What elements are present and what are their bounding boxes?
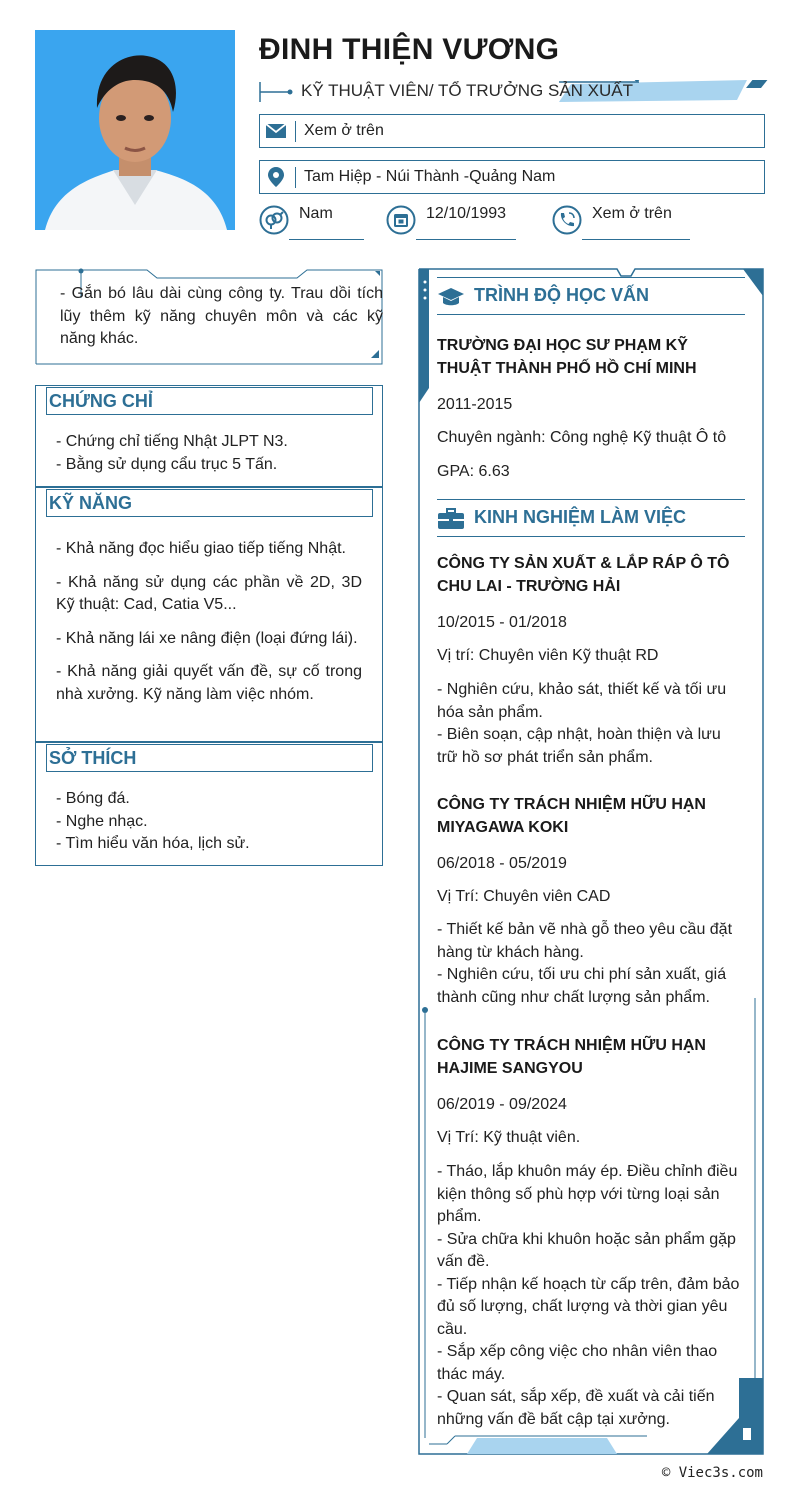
list-item: - Chứng chỉ tiếng Nhật JLPT N3. <box>56 433 288 450</box>
hobbies-list <box>56 788 362 856</box>
duty-item: - Quan sát, sắp xếp, đề xuất và cải tiến những vấn đề bất cập tại xưởng. <box>437 1388 715 1428</box>
job-duties <box>437 679 745 769</box>
objective-text: - Gắn bó lâu dài cùng công ty. Trau dồi tích lũy thêm kỹ năng chuyên môn và các kỹ năng khác. <box>60 285 383 347</box>
phone-value: Xem ở trên <box>592 205 672 222</box>
job-duties <box>437 1161 745 1431</box>
phone-field <box>552 202 692 242</box>
experience-heading: KINH NGHIỆM LÀM VIỆC <box>474 507 687 527</box>
skills-list <box>56 538 362 717</box>
list-item: - Khả năng sử dụng các phần về 2D, 3D Kỹ thuật: Cad, Catia V5... <box>56 573 362 613</box>
underline <box>416 239 516 240</box>
underline <box>582 239 690 240</box>
separator <box>295 121 296 142</box>
certificates-heading-box <box>46 387 373 415</box>
duty-item: - Sắp xếp công việc cho nhân viên thao thác máy. <box>437 1343 718 1383</box>
job-period: 10/2015 - 01/2018 <box>437 614 567 631</box>
company-name: CÔNG TY TRÁCH NHIỆM HỮU HẠN MIYAGAWA KOKI <box>437 796 706 836</box>
skills-section <box>35 487 383 742</box>
company-name: CÔNG TY TRÁCH NHIỆM HỮU HẠN HAJIME SANGYOU <box>437 1037 706 1077</box>
education-major: Chuyên ngành: Công nghệ Kỹ thuật Ô tô <box>437 429 727 446</box>
phone-icon <box>552 205 582 235</box>
job-period: 06/2018 - 05/2019 <box>437 855 567 872</box>
gender-value: Nam <box>299 205 333 222</box>
list-item: - Nghe nhạc. <box>56 812 148 830</box>
job-position: Vị Trí: Kỹ thuật viên. <box>437 1129 581 1146</box>
job-position: Vị Trí: Chuyên viên CAD <box>437 888 611 905</box>
education-title-bar <box>437 277 745 315</box>
list-item: - Bóng đá. <box>56 790 130 807</box>
address-box <box>259 160 765 194</box>
job-title-row <box>259 80 779 104</box>
hobbies-section <box>35 742 383 866</box>
email-value: Xem ở trên <box>304 122 384 139</box>
graduation-cap-icon <box>437 284 465 310</box>
job-position: Vị trí: Chuyên viên Kỹ thuật RD <box>437 647 659 664</box>
email-box <box>259 114 765 148</box>
education-period: 2011-2015 <box>437 396 513 413</box>
education-gpa: GPA: 6.63 <box>437 463 510 480</box>
briefcase-icon <box>437 506 465 532</box>
list-item: - Khả năng giải quyết vấn đề, sự cố trong nhà xưởng. Kỹ năng làm việc nhóm. <box>56 663 362 703</box>
duty-item: - Tiếp nhận kế hoạch từ cấp trên, đảm bảo đủ số lượng, chất lượng và thời gian yêu cầu. <box>437 1275 740 1338</box>
birthday-field <box>386 202 521 242</box>
certificates-section <box>35 385 383 487</box>
certificates-list <box>56 431 362 476</box>
footer-copyright: © Viec3s.com <box>661 1465 763 1481</box>
list-item: - Khả năng đọc hiểu giao tiếp tiếng Nhật. <box>56 540 346 557</box>
gender-field <box>259 202 369 242</box>
job-title: KỸ THUẬT VIÊN/ TỔ TRƯỞNG SẢN XUẤT <box>301 81 634 100</box>
school-name: TRƯỜNG ĐẠI HỌC SƯ PHẠM KỸ THUẬT THÀNH PHỐ HỒ CHÍ MINH <box>437 337 697 377</box>
list-item: - Khả năng lái xe nâng điện (loại đứng lái). <box>56 629 358 647</box>
underline <box>289 239 364 240</box>
duty-item: - Thiết kế bản vẽ nhà gỗ theo yêu cầu đặt hàng từ khách hàng. <box>437 921 733 961</box>
portrait-illustration <box>35 30 235 230</box>
duty-item: - Biên soạn, cập nhật, hoàn thiện và lưu trữ hồ sơ phát triển sản phẩm. <box>437 726 721 766</box>
duty-item: - Nghiên cứu, tối ưu chi phí sản xuất, giá thành cũng như chất lượng sản phẩm. <box>437 966 727 1006</box>
education-heading: TRÌNH ĐỘ HỌC VẤN <box>474 285 649 305</box>
skills-heading-box <box>46 489 373 517</box>
career-objective <box>35 268 383 365</box>
location-pin-icon <box>264 165 288 189</box>
hobbies-heading-box <box>46 744 373 772</box>
address-value: Tam Hiệp - Núi Thành -Quảng Nam <box>304 168 556 185</box>
candidate-name: ĐINH THIỆN VƯƠNG <box>259 33 560 66</box>
envelope-icon <box>264 119 288 143</box>
profile-photo <box>35 30 235 230</box>
calendar-icon <box>386 205 416 235</box>
separator <box>295 167 296 188</box>
duty-item: - Sửa chữa khi khuôn hoặc sản phẩm gặp vấn đề. <box>437 1230 736 1270</box>
company-name: CÔNG TY SẢN XUẤT & LẮP RÁP Ô TÔ CHU LAI - TRƯỜNG HẢI <box>437 555 730 595</box>
hobbies-heading: SỞ THÍCH <box>49 748 137 768</box>
job-duties <box>437 919 745 1009</box>
list-item: - Bằng sử dụng cẩu trục 5 Tấn. <box>56 455 278 473</box>
certificates-heading: CHỨNG CHỈ <box>49 391 153 411</box>
gender-icon <box>259 205 289 235</box>
list-item: - Tìm hiểu văn hóa, lịch sử. <box>56 835 250 852</box>
birthday-value: 12/10/1993 <box>426 205 507 222</box>
skills-heading: KỸ NĂNG <box>49 493 133 513</box>
experience-title-bar <box>437 499 745 537</box>
duty-item: - Nghiên cứu, khảo sát, thiết kế và tối ưu hóa sản phẩm. <box>437 681 727 721</box>
duty-item: - Tháo, lắp khuôn máy ép. Điều chỉnh điều kiện thông số phù hợp với từng loại sản phẩm. <box>437 1163 738 1225</box>
job-period: 06/2019 - 09/2024 <box>437 1096 567 1113</box>
